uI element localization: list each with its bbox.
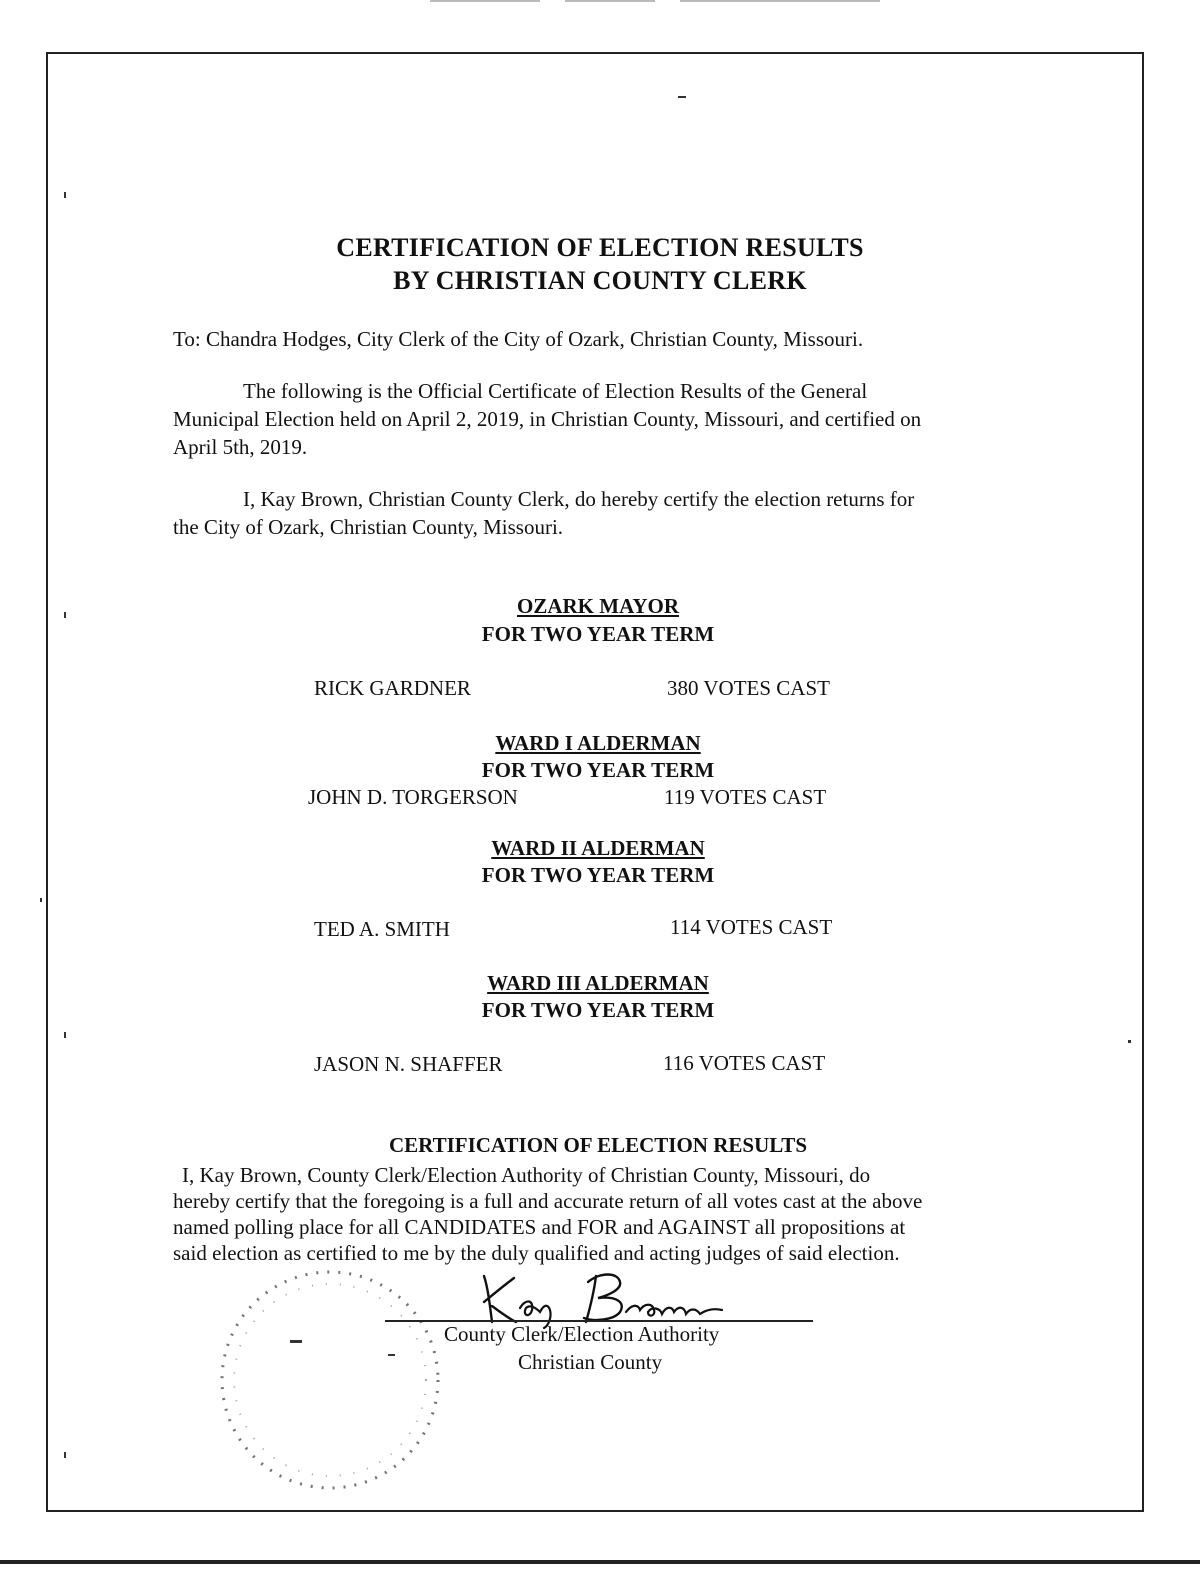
bottom-rule [0, 1560, 1200, 1564]
scan-artifact [680, 0, 880, 2]
race-term-heading: FOR TWO YEAR TERM [481, 622, 715, 646]
addressee-line: To: Chandra Hodges, City Clerk of the City of Ozark, Christian County, Missouri. [173, 327, 864, 351]
certify-paragraph-line: I, Kay Brown, Christian County Clerk, do hereby certify the election returns for [243, 487, 915, 511]
county-seal-stamp [212, 1262, 448, 1498]
vote-count: 380 VOTES CAST [667, 676, 830, 700]
vote-count: 116 VOTES CAST [663, 1051, 826, 1075]
certification-heading: CERTIFICATION OF ELECTION RESULTS [388, 1133, 807, 1157]
candidate-name: TED A. SMITH [314, 917, 450, 941]
certify-paragraph-line: the City of Ozark, Christian County, Missouri. [173, 515, 564, 539]
document-title: CERTIFICATION OF ELECTION RESULTS [336, 233, 864, 262]
intro-paragraph-line: Municipal Election held on April 2, 2019, in Christian County, Missouri, and certified on [173, 407, 922, 431]
race-office-heading: WARD III ALDERMAN [487, 971, 709, 995]
scan-artifact [430, 0, 540, 2]
document-subtitle: BY CHRISTIAN COUNTY CLERK [393, 266, 807, 295]
race-term-heading: FOR TWO YEAR TERM [481, 758, 715, 782]
certification-text-line: hereby certify that the foregoing is a full and accurate return of all votes cast at the above [173, 1189, 923, 1213]
candidate-name: RICK GARDNER [314, 676, 471, 700]
race-term-heading: FOR TWO YEAR TERM [481, 863, 715, 887]
certification-text-line: I, Kay Brown, County Clerk/Election Authority of Christian County, Missouri, do [182, 1163, 871, 1187]
race-office-heading: OZARK MAYOR [517, 594, 679, 618]
certification-text-line: named polling place for all CANDIDATES and FOR and AGAINST all propositions at [173, 1215, 906, 1239]
race-office-heading: WARD I ALDERMAN [495, 731, 701, 755]
race-term-heading: FOR TWO YEAR TERM [481, 998, 715, 1022]
intro-paragraph-line: April 5th, 2019. [173, 435, 308, 459]
certification-text-line: said election as certified to me by the duly qualified and acting judges of said election. [173, 1241, 900, 1265]
candidate-name: JASON N. SHAFFER [314, 1052, 503, 1076]
intro-paragraph-line: The following is the Official Certificate of Election Results of the General [243, 379, 868, 403]
vote-count: 119 VOTES CAST [664, 785, 827, 809]
race-office-heading: WARD II ALDERMAN [491, 836, 705, 860]
signer-county: Christian County [518, 1350, 663, 1374]
candidate-name: JOHN D. TORGERSON [308, 785, 518, 809]
vote-count: 114 VOTES CAST [670, 915, 833, 939]
signer-title: County Clerk/Election Authority [444, 1322, 720, 1346]
scan-speck [40, 898, 42, 902]
scan-artifact [565, 0, 655, 2]
